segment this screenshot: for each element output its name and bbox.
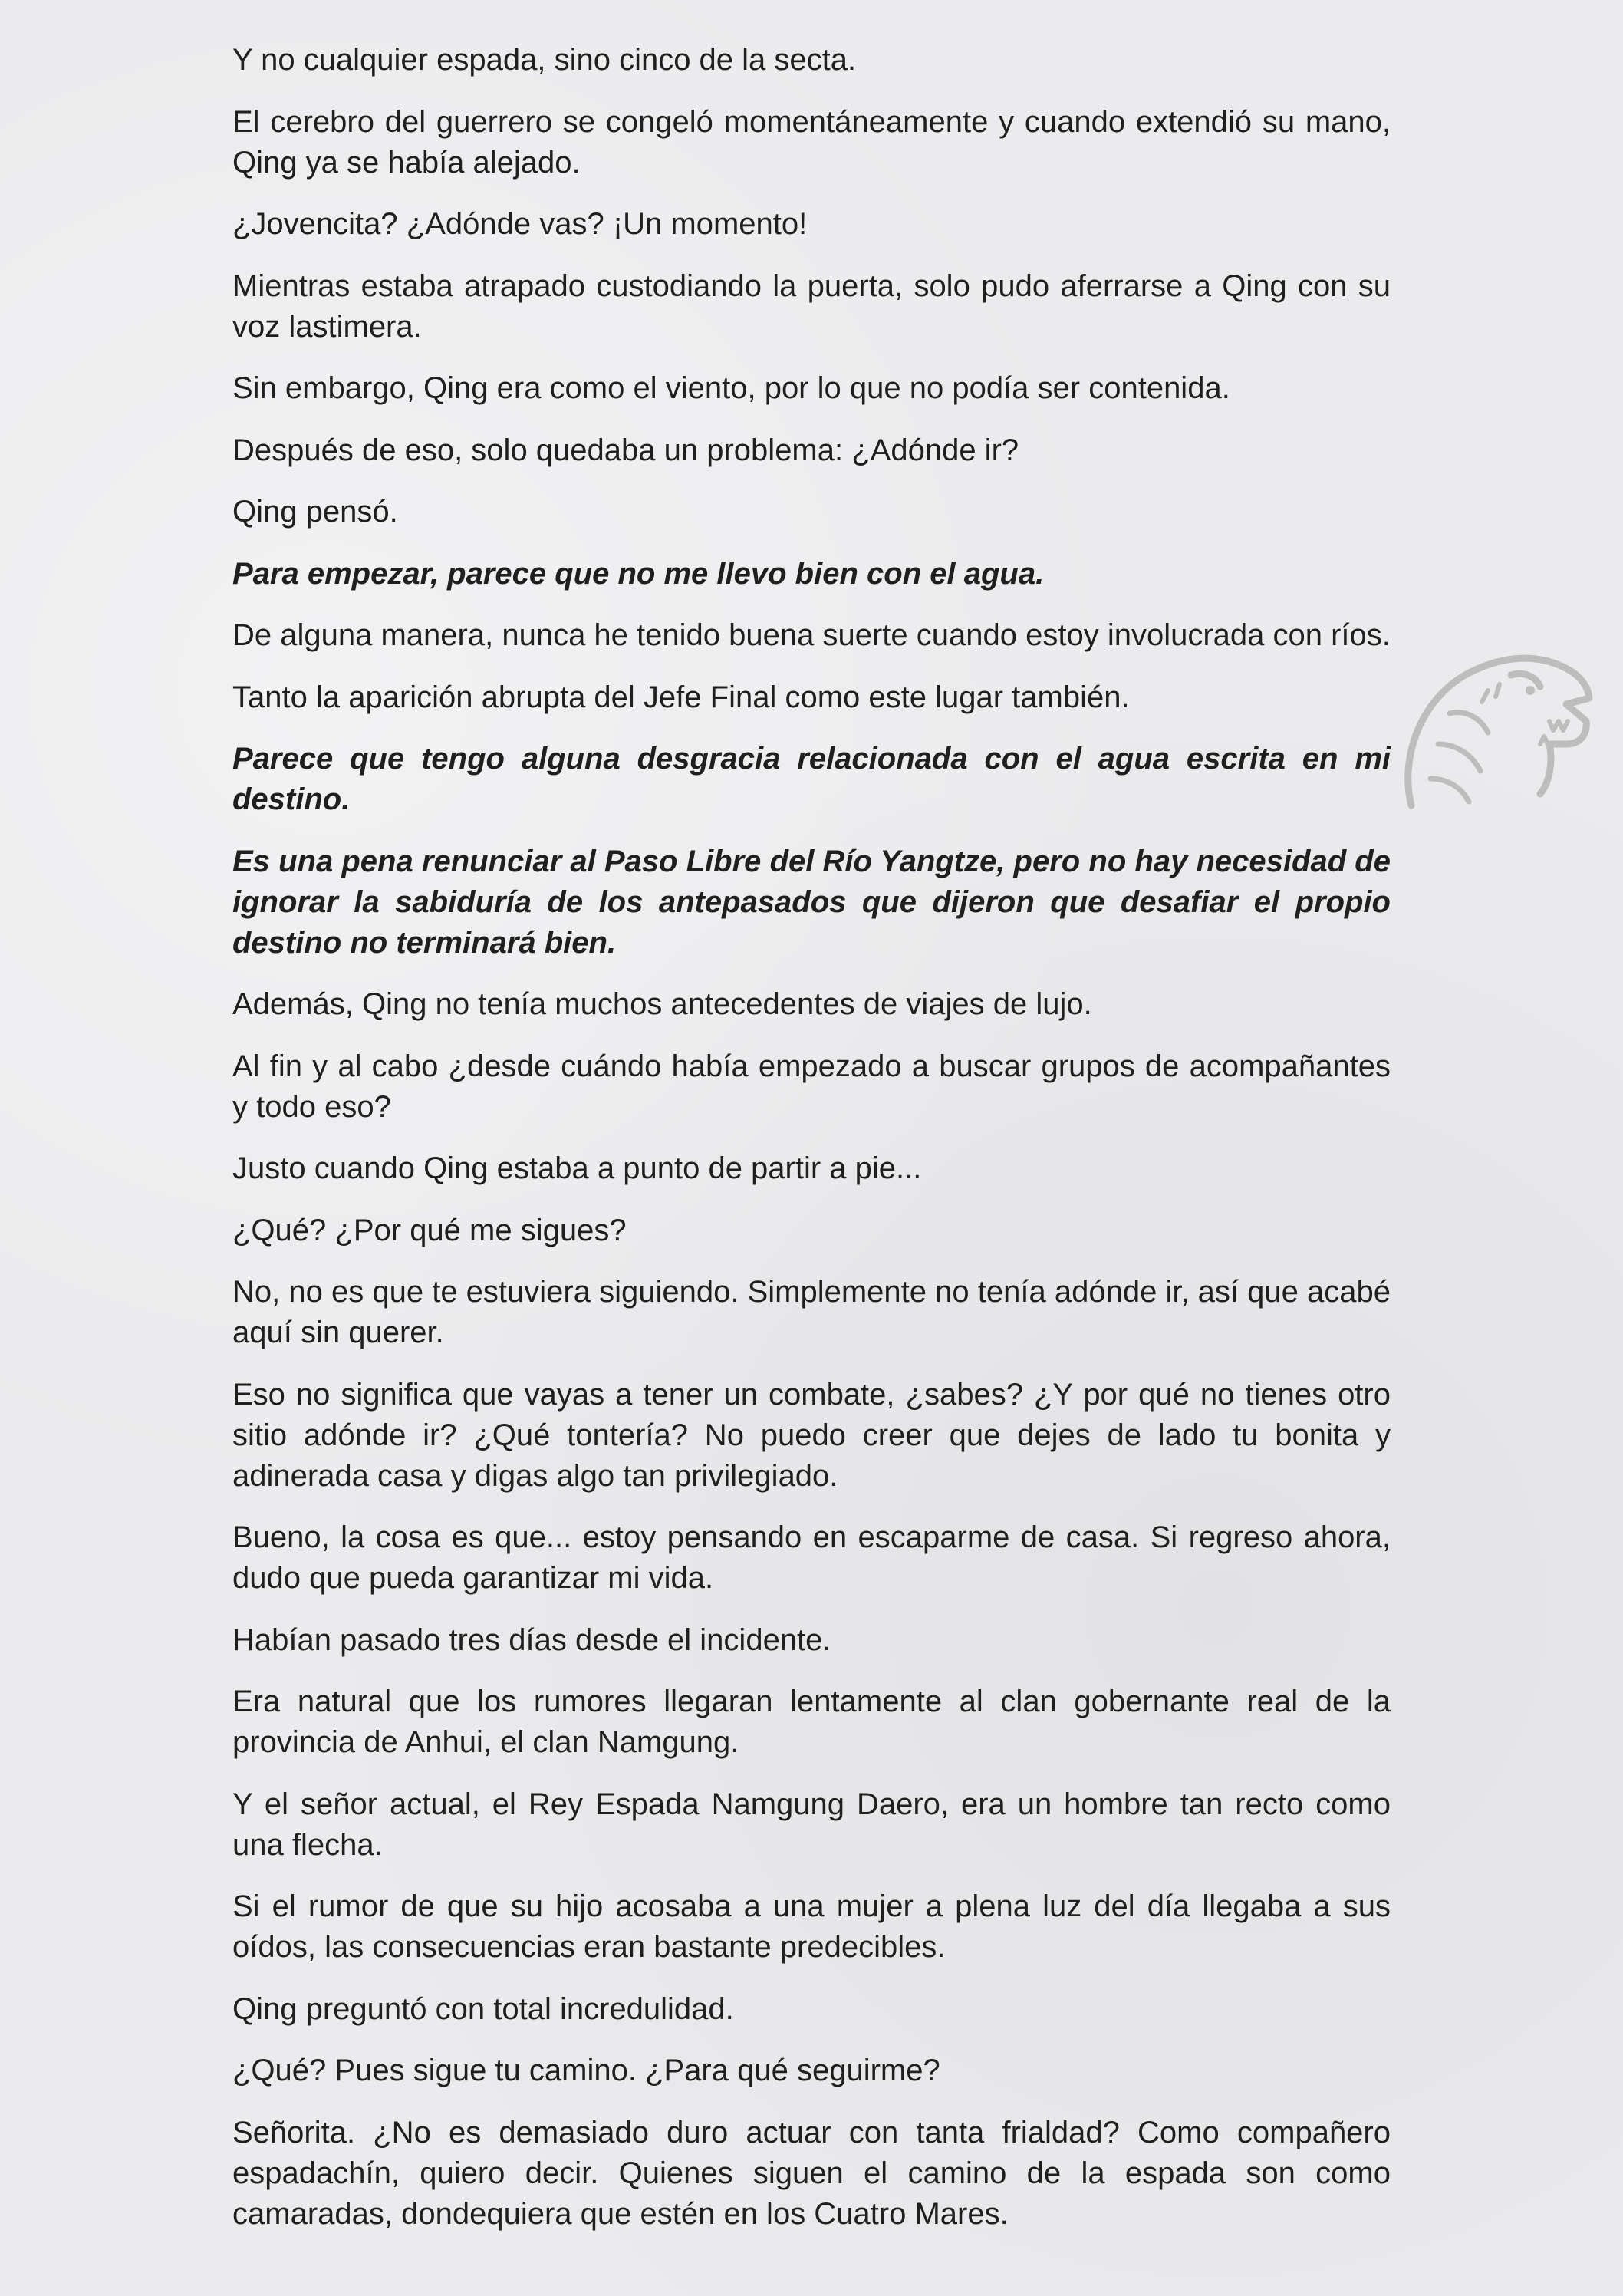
paragraph: Tanto la aparición abrupta del Jefe Final como este lugar también. xyxy=(232,680,1130,714)
document-page xyxy=(232,40,1391,2255)
paragraph: Habían pasado tres días desde el incidente. xyxy=(232,1622,831,1657)
paragraph: Después de eso, solo quedaba un problema: ¿Adónde ir? xyxy=(232,433,1019,467)
paragraph: Señorita. ¿No es demasiado duro actuar con tanta frialdad? Como compañero espadachín, quiero decir. Quienes siguen el camino de la espada son como camaradas, dondequiera que estén en los Cuatro Mares. xyxy=(232,2115,1391,2231)
paragraph: ¿Qué? Pues sigue tu camino. ¿Para qué seguirme? xyxy=(232,2054,940,2087)
paragraph: Al fin y al cabo ¿desde cuándo había empezado a buscar grupos de acompañantes y todo eso? xyxy=(232,1049,1391,1124)
paragraph: Justo cuando Qing estaba a punto de partir a pie... xyxy=(232,1151,922,1185)
paragraph: El cerebro del guerrero se congeló momentáneamente y cuando extendió su mano, Qing ya se había alejado. xyxy=(232,104,1391,180)
paragraph: De alguna manera, nunca he tenido buena suerte cuando estoy involucrada con ríos. xyxy=(232,618,1391,652)
paragraph: No, no es que te estuviera siguiendo. Simplemente no tenía adónde ir, así que acabé aquí sin querer. xyxy=(232,1275,1391,1349)
paragraph: Y el señor actual, el Rey Espada Namgung Daero, era un hombre tan recto como una flecha. xyxy=(232,1787,1391,1862)
dinosaur-head-icon xyxy=(1396,629,1595,828)
italic-paragraph: Es una pena renunciar al Paso Libre del Río Yangtze, pero no hay necesidad de ignorar la sabiduría de los antepasados que dijeron que desafiar el propio destino no terminará bien. xyxy=(232,844,1391,960)
paragraph: Sin embargo, Qing era como el viento, por lo que no podía ser contenida. xyxy=(232,371,1230,405)
italic-paragraph: Parece que tengo alguna desgracia relacionada con el agua escrita en mi destino. xyxy=(232,742,1391,816)
paragraph: Qing pensó. xyxy=(232,495,398,529)
paragraph: Bueno, la cosa es que... estoy pensando en escaparme de casa. Si regreso ahora, dudo que pueda garantizar mi vida. xyxy=(232,1520,1391,1595)
italic-paragraph: Para empezar, parece que no me llevo bien con el agua. xyxy=(232,556,1045,591)
paragraph: Qing preguntó con total incredulidad. xyxy=(232,1991,734,2026)
paragraph: Además, Qing no tenía muchos antecedentes de viajes de lujo. xyxy=(232,987,1092,1021)
paragraph: ¿Qué? ¿Por qué me sigues? xyxy=(232,1213,627,1247)
paragraph: Si el rumor de que su hijo acosaba a una mujer a plena luz del día llegaba a sus oídos, las consecuencias eran bastante predecibles. xyxy=(232,1889,1391,1964)
paragraph: Y no cualquier espada, sino cinco de la secta. xyxy=(232,43,857,77)
paragraph: Era natural que los rumores llegaran lentamente al clan gobernante real de la provincia de Anhui, el clan Namgung. xyxy=(232,1685,1391,1759)
paragraph: Eso no significa que vayas a tener un combate, ¿sabes? ¿Y por qué no tienes otro sitio adónde ir? ¿Qué tontería? No puedo creer que dejes de lado tu bonita y adinerada casa y digas algo tan privilegiado. xyxy=(232,1377,1391,1493)
paragraph: Mientras estaba atrapado custodiando la puerta, solo pudo aferrarse a Qing con su voz lastimera. xyxy=(232,268,1391,344)
paragraph: ¿Jovencita? ¿Adónde vas? ¡Un momento! xyxy=(232,207,808,241)
